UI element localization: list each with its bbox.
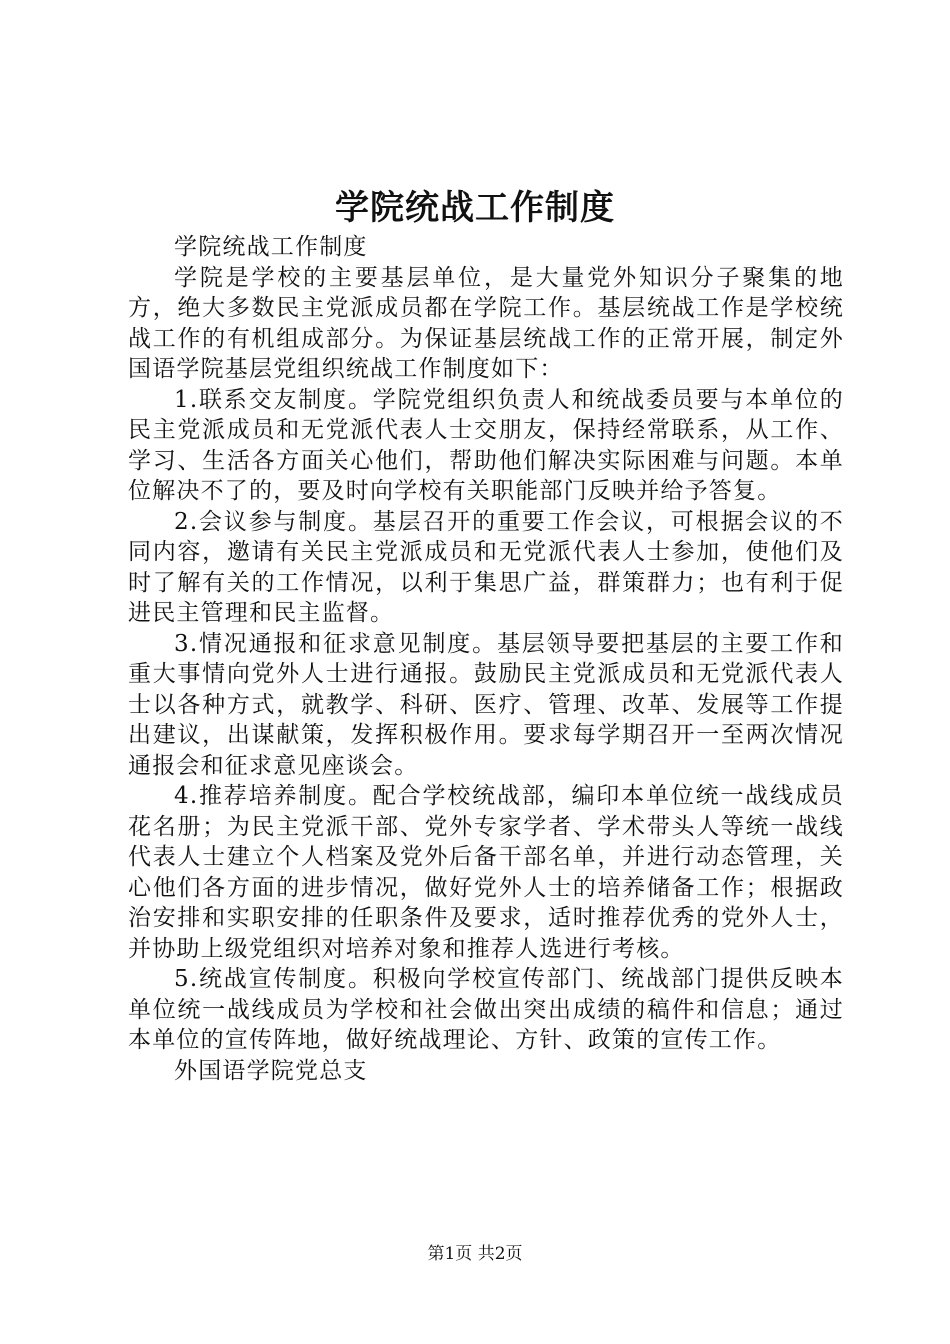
document-title: 学院统战工作制度	[335, 188, 615, 228]
paragraph-signature: 外国语学院党总支	[174, 1057, 368, 1084]
paragraph-rule-1: 1.联系交友制度。学院党组织负责人和统战委员要与本单位的民主党派成员和无党派代表人士交朋友，保持经常联系，从工作、学习、生活各方面关心他们，帮助他们解决实际困难与问题。本单位解决不了的，要及时向学校有关职能部门反映并给予答复。	[128, 386, 844, 504]
paragraph-rule-2: 2.会议参与制度。基层召开的重要工作会议，可根据会议的不同内容，邀请有关民主党派成员和无党派代表人士参加，使他们及时了解有关的工作情况，以利于集思广益，群策群力；也有利于促进民主管理和民主监督。	[128, 508, 844, 626]
paragraph-rule-5: 5.统战宣传制度。积极向学校宣传部门、统战部门提供反映本单位统一战线成员为学校和社会做出突出成绩的稿件和信息；通过本单位的宣传阵地，做好统战理论、方针、政策的宣传工作。	[128, 966, 844, 1053]
page-number-footer: 第1页 共2页	[427, 1244, 523, 1264]
paragraph-rule-3: 3.情况通报和征求意见制度。基层领导要把基层的主要工作和重大事情向党外人士进行通报。鼓励民主党派成员和无党派代表人士以各种方式，就教学、科研、医疗、管理、改革、发展等工作提出建议，出谋献策，发挥积极作用。要求每学期召开一至两次情况通报会和征求意见座谈会。	[128, 630, 844, 779]
paragraph-intro: 学院是学校的主要基层单位，是大量党外知识分子聚集的地方，绝大多数民主党派成员都在学院工作。基层统战工作是学校统战工作的有机组成部分。为保证基层统战工作的正常开展，制定外国语学院基层党组织统战工作制度如下：	[128, 264, 844, 382]
paragraph-rule-4: 4.推荐培养制度。配合学校统战部，编印本单位统一战线成员花名册；为民主党派干部、党外专家学者、学术带头人等统一战线代表人士建立个人档案及党外后备干部名单，并进行动态管理，关心他们各方面的进步情况，做好党外人士的培养储备工作；根据政治安排和实职安排的任职条件及要求，适时推荐优秀的党外人士，并协助上级党组织对培养对象和推荐人选进行考核。	[128, 783, 844, 962]
document-body	[128, 232, 844, 1086]
paragraph-subtitle: 学院统战工作制度	[174, 234, 368, 260]
